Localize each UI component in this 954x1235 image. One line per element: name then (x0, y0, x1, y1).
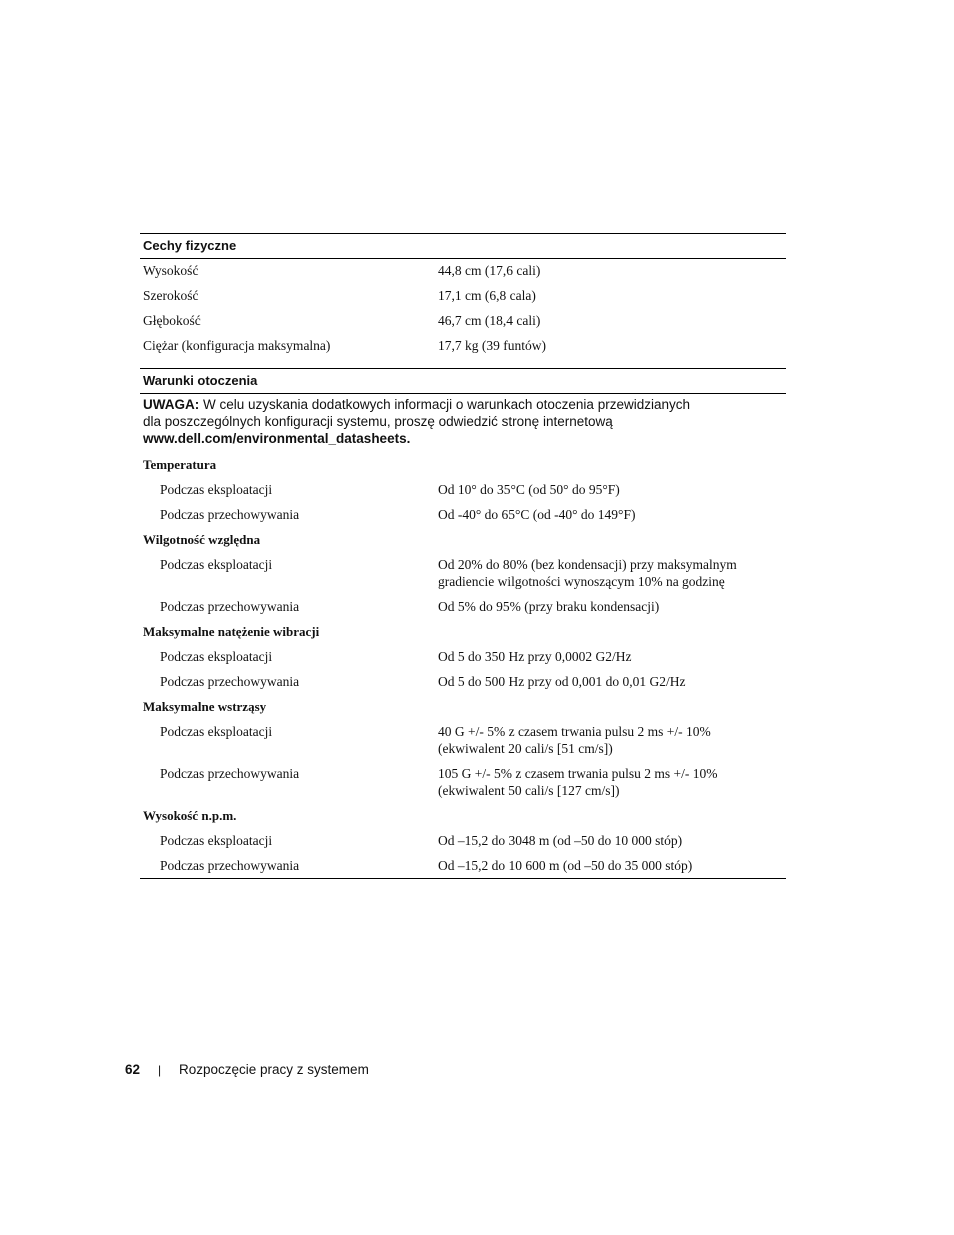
spec-row (140, 723, 786, 765)
spec-value: Od 5 do 500 Hz przy od 0,001 do 0,01 G2/Hz (438, 674, 686, 689)
note-prefix: UWAGA: (143, 397, 200, 412)
spec-row (140, 506, 786, 531)
spec-row (140, 598, 786, 623)
group-title-humidity: Wilgotność względna (143, 532, 261, 547)
spec-label: Podczas eksploatacji (160, 649, 273, 664)
spec-label: Podczas eksploatacji (160, 724, 273, 739)
spec-label: Podczas przechowywania (160, 674, 300, 689)
spec-row (140, 673, 786, 698)
group-title-shock: Maksymalne wstrząsy (143, 699, 267, 714)
section-heading-physical: Cechy fizyczne (143, 238, 237, 253)
spec-value (438, 556, 778, 590)
footer-separator: | (158, 1063, 162, 1077)
spec-label: Ciężar (konfiguracja maksymalna) (143, 338, 331, 353)
spec-row-width (140, 287, 786, 312)
footer-title: Rozpoczęcie pracy z systemem (179, 1062, 369, 1077)
spec-value: 17,7 kg (39 funtów) (438, 338, 546, 353)
note-text-line2: dla poszczególnych konfiguracji systemu, proszę odwiedzić stronę internetową (143, 414, 613, 429)
spec-value-line: gradiencie wilgotności wynoszącym 10% na godzinę (438, 574, 725, 589)
spec-value-line: Od 20% do 80% (bez kondensacji) przy maksymalnym (438, 557, 737, 572)
table-bottom-rule (140, 878, 786, 879)
spec-value: 46,7 cm (18,4 cali) (438, 313, 541, 328)
section-heading-environment: Warunki otoczenia (143, 373, 258, 388)
spec-value (438, 723, 778, 757)
spec-label: Wysokość (143, 263, 199, 278)
spec-row (140, 832, 786, 857)
group-title-temperature: Temperatura (143, 457, 217, 472)
spec-value: Od -40° do 65°C (od -40° do 149°F) (438, 507, 636, 522)
spec-value: 17,1 cm (6,8 cala) (438, 288, 536, 303)
spec-value: Od 5 do 350 Hz przy 0,0002 G2/Hz (438, 649, 632, 664)
spec-value-line: 105 G +/- 5% z czasem trwania pulsu 2 ms +/- 10% (438, 766, 718, 781)
spec-row (140, 857, 786, 878)
spec-value: Od 5% do 95% (przy braku kondensacji) (438, 599, 660, 614)
spec-row (140, 481, 786, 506)
group-title-altitude: Wysokość n.p.m. (143, 808, 237, 823)
spec-row-height (140, 262, 786, 287)
spec-value-line: (ekwiwalent 50 cali/s [127 cm/s]) (438, 783, 620, 798)
spec-row-weight (140, 337, 786, 368)
spec-row (140, 765, 786, 807)
spec-value-line: (ekwiwalent 20 cali/s [51 cm/s]) (438, 741, 613, 756)
spec-label: Podczas eksploatacji (160, 557, 273, 572)
spec-value-line: 40 G +/- 5% z czasem trwania pulsu 2 ms +/- 10% (438, 724, 711, 739)
spec-label: Podczas przechowywania (160, 599, 300, 614)
spec-row (140, 648, 786, 673)
note-link[interactable]: www.dell.com/environmental_datasheets. (143, 431, 411, 446)
spec-value (438, 765, 778, 799)
spec-label: Podczas eksploatacji (160, 482, 273, 497)
spec-value: 44,8 cm (17,6 cali) (438, 263, 541, 278)
spec-value: Od –15,2 do 10 600 m (od –50 do 35 000 stóp) (438, 858, 693, 873)
spec-label: Podczas przechowywania (160, 858, 300, 873)
spec-row (140, 556, 786, 598)
page-number: 62 (125, 1062, 141, 1077)
spec-label: Podczas przechowywania (160, 507, 300, 522)
section-rule (140, 258, 786, 259)
spec-label: Podczas eksploatacji (160, 833, 273, 848)
spec-value: Od –15,2 do 3048 m (od –50 do 10 000 stóp) (438, 833, 683, 848)
spec-row-depth (140, 312, 786, 337)
spec-label: Szerokość (143, 288, 199, 303)
spec-label: Podczas przechowywania (160, 766, 300, 781)
spec-label: Głębokość (143, 313, 201, 328)
note-text-line1: W celu uzyskania dodatkowych informacji o warunkach otoczenia przewidzianych (199, 397, 690, 412)
spec-value: Od 10° do 35°C (od 50° do 95°F) (438, 482, 620, 497)
group-title-vibration: Maksymalne natężenie wibracji (143, 624, 320, 639)
note-block (140, 394, 743, 447)
specifications-table (140, 233, 786, 879)
